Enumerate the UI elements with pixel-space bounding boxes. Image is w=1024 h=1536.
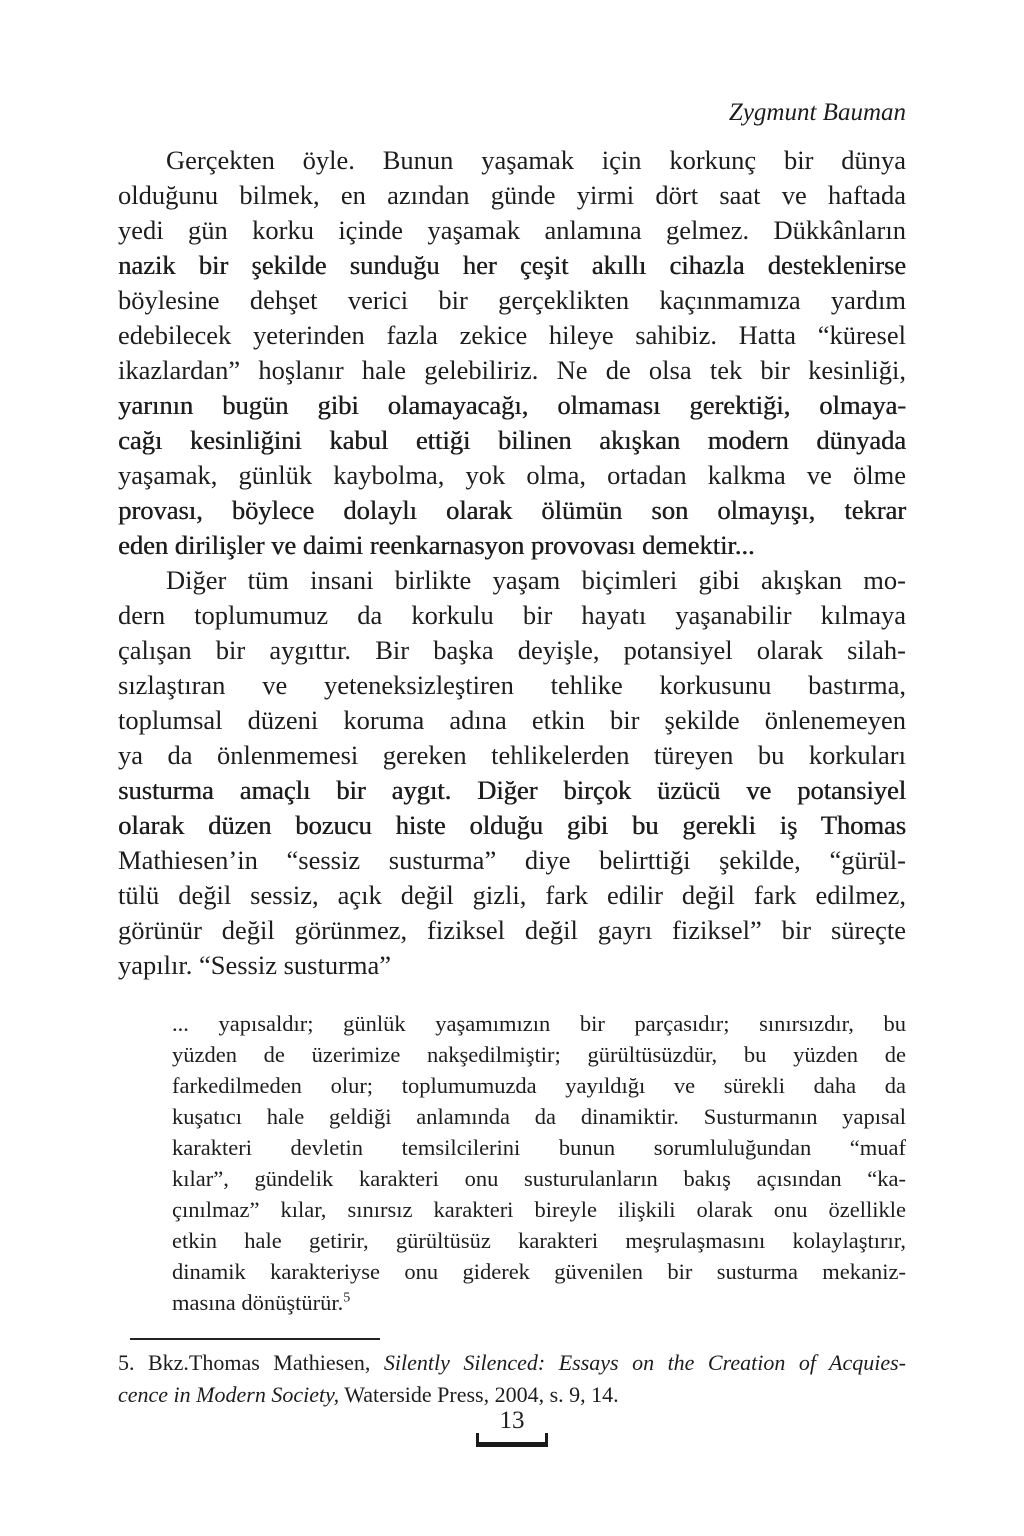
text-line: ikazlardan” hoşlanır hale gelebiliriz. Ne de olsa tek bir kesinliği, xyxy=(118,355,906,385)
text-line: 5. Bkz.Thomas Mathiesen, Silently Silenced: Essays on the Creation of Acquies- xyxy=(118,1350,906,1375)
page-number: 13 xyxy=(499,1407,525,1434)
block-quote xyxy=(172,1008,906,1318)
text-line: yaşamak, günlük kaybolma, yok olma, ortadan kalkma ve ölme xyxy=(118,460,906,490)
text-line: yüzden de üzerimize nakşedilmiştir; gürültüsüzdür, bu yüzden de xyxy=(172,1042,906,1067)
text-line: ... yapısaldır; günlük yaşamımızın bir parçasıdır; sınırsızdır, bu xyxy=(172,1011,906,1036)
text-line: yapılır. “Sessiz susturma” xyxy=(118,950,392,980)
text-line: Gerçekten öyle. Bunun yaşamak için korkunç bir dünya xyxy=(166,145,906,175)
text-line: edebilecek yeterinden fazla zekice hileye sahibiz. Hatta “küresel xyxy=(118,320,906,350)
footnote xyxy=(118,1347,906,1411)
text-line: cence in Modern Society, Waterside Press, 2004, s. 9, 14. xyxy=(118,1382,619,1407)
text-line: ya da önlenmemesi gereken tehlikelerden türeyen bu korkuları xyxy=(118,740,906,770)
text-line: Mathiesen’in “sessiz susturma” diye belirttiği şekilde, “gürül- xyxy=(118,845,906,875)
text-line: dinamik karakteriyse onu giderek güvenilen bir susturma mekaniz- xyxy=(172,1259,906,1284)
text-line: Diğer tüm insani birlikte yaşam biçimleri gibi akışkan mo- xyxy=(166,565,906,595)
text-line: çalışan bir aygıttır. Bir başka deyişle, potansiyel olarak silah- xyxy=(118,635,906,665)
text-line: tülü değil sessiz, açık değil gizli, fark edilir değil fark edilmez, xyxy=(118,880,906,910)
footnote-separator-rule xyxy=(130,1338,380,1340)
text-line: çınılmaz” kılar, sınırsız karakteri bireyle ilişkili olarak onu özellikle xyxy=(172,1197,906,1222)
text-line: böylesine dehşet verici bir gerçeklikten kaçınmamıza yardım xyxy=(118,285,906,315)
text-line: olduğunu bilmek, en azından günde yirmi dört saat ve haftada xyxy=(118,180,906,210)
text-line: yedi gün korku içinde yaşamak anlamına gelmez. Dükkânların xyxy=(118,215,906,245)
text-line: yarının bugün gibi olamayacağı, olmaması gerektiği, olmaya- xyxy=(118,390,906,420)
text-line: karakteri devletin temsilcilerini bunun sorumluluğundan “muaf xyxy=(172,1135,906,1160)
page-number-bar xyxy=(476,1433,548,1447)
text-line: provası, böylece dolaylı olarak ölümün son olmayışı, tekrar xyxy=(118,495,906,525)
text-line: toplumsal düzeni koruma adına etkin bir şekilde önlenemeyen xyxy=(118,705,906,735)
text-line: olarak düzen bozucu histe olduğu gibi bu gerekli iş Thomas xyxy=(118,810,906,840)
text-line: farkedilmeden olur; toplumumuzda yayıldığı ve sürekli daha da xyxy=(172,1073,906,1098)
paragraph-1 xyxy=(118,143,906,563)
text-line: nazik bir şekilde sunduğu her çeşit akıllı cihazla desteklenirse xyxy=(118,250,906,280)
text-line: görünür değil görünmez, fiziksel değil gayrı fiziksel” bir süreçte xyxy=(118,915,906,945)
text-line: dern toplumumuz da korkulu bir hayatı yaşanabilir kılmaya xyxy=(118,600,906,630)
text-line: etkin hale getirir, gürültüsüz karakteri meşrulaşmasını kolaylaştırır, xyxy=(172,1228,906,1253)
text-line: kılar”, gündelik karakteri onu susturulanların bakış açısından “ka- xyxy=(172,1166,906,1191)
text-line: susturma amaçlı bir aygıt. Diğer birçok üzücü ve potansiyel xyxy=(118,775,906,805)
text-line: eden dirilişler ve daimi reenkarnasyon provovası demektir... xyxy=(118,530,755,560)
running-header-author: Zygmunt Bauman xyxy=(728,99,906,126)
text-line: cağı kesinliğini kabul ettiği bilinen akışkan modern dünyada xyxy=(118,425,906,455)
page-footer xyxy=(0,1408,1024,1447)
text-line: sızlaştıran ve yeteneksizleştiren tehlike korkusunu bastırma, xyxy=(118,670,906,700)
paragraph-2 xyxy=(118,563,906,983)
text-line: masına dönüştürür.$^5$ xyxy=(172,1290,351,1315)
text-line: kuşatıcı hale geldiği anlamında da dinamiktir. Susturmanın yapısal xyxy=(172,1104,906,1129)
body-text-block xyxy=(118,143,906,983)
